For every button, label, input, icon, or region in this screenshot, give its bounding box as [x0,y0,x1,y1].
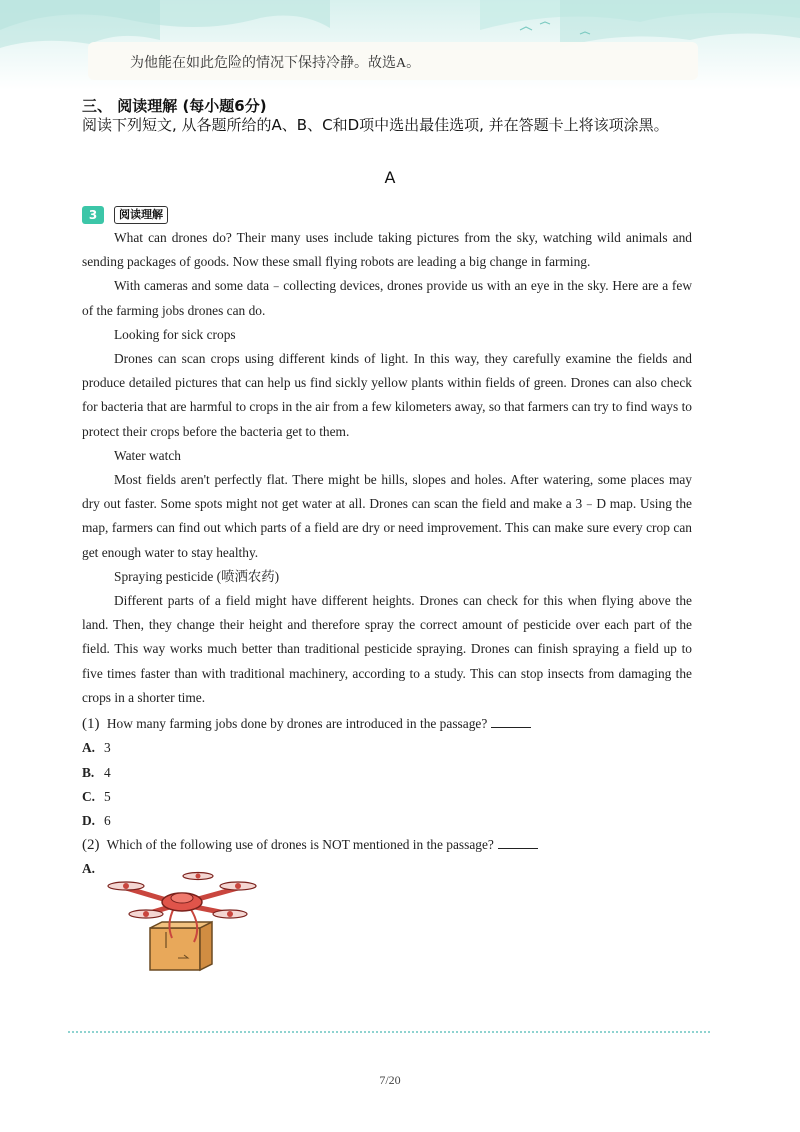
question-number-badge: 3 [82,206,104,224]
page-number: 7/20 [379,1073,401,1087]
option-letter: A. [82,740,96,755]
header-banner [0,0,800,90]
option-text: 6 [104,813,111,828]
passage-subheading: Spraying pesticide (喷洒农药) [114,568,280,584]
option-letter: C. [82,789,96,804]
option-letter: B. [82,765,95,780]
question-2-text: Which of the following use of drones is NOT mentioned in the passage? [106,837,494,852]
question-1-text: How many farming jobs done by drones are introduced in the passage? [106,716,488,731]
passage-paragraph: Drones can scan crops using different kinds of light. In this way, they carefully examine the fields and produce detailed pictures that can help us find sickly yellow plants within fields of green. Drones can also check for bacteria that are harmful to crops in the air from a few kilometers away, so that farmers can try to find ways to protect their crops before the bacteria get to them. [82,351,692,439]
section-instructions: 阅读下列短文, 从各题所给的A、B、C和D项中选出最佳选项, 并在答题卡上将该项涂黑。 [82,116,669,134]
option-text: 4 [104,765,111,780]
passage-paragraph: What can drones do? Their many uses include taking pictures from the sky, watching wild animals and sending packages of goods. Now these small flying robots are leading a big change in farming. [82,230,692,270]
q1-option-d[interactable] [82,813,111,829]
reading-passage [82,226,692,710]
section-title: 三、 阅读理解 (每小题6分) [82,97,267,115]
q1-option-b[interactable] [82,765,111,781]
option-text: 5 [104,789,111,804]
option-letter: A. [82,861,96,876]
part-letter: A [384,168,396,187]
question-type-tag: 阅读理解 [114,206,168,224]
question-2-number: (2) [82,837,100,853]
passage-paragraph: With cameras and some data﹣collecting devices, drones provide us with an eye in the sky. Here are a few of the farming jobs drones can do. [82,278,692,318]
question-1-number: (1) [82,716,100,732]
answer-blank [491,717,531,728]
carry-over-text: 为他能在如此危险的情况下保持冷静。故选A。 [130,56,421,71]
answer-blank [498,838,538,849]
passage-subheading: Water watch [114,447,181,463]
passage-subheading: Looking for sick crops [114,326,236,342]
q1-option-c[interactable] [82,789,111,805]
option-letter: D. [82,813,96,828]
passage-paragraph: Different parts of a field might have different heights. Drones can check for this when flying above the land. Then, they change their height and therefore spray the correct amount of pesticide over each part of the field. This way works much better than traditional pesticide spraying. Drones can finish spraying a field up to five times faster than with traditional machinery, according to a study. This can stop insects from damaging the crops in a shorter time. [82,593,692,705]
option-text: 3 [104,740,111,755]
passage-paragraph: Most fields aren't perfectly flat. There might be hills, slopes and holes. After watering, some places may dry out faster. Some spots might not get water at all. Drones can scan the field and make a 3﹣D map. Using the map, farmers can find out which parts of a field are dry or need improvement. This can make sure every crop can get enough water to stay healthy. [82,472,692,560]
question-1 [82,716,531,733]
drone-package-image [106,868,266,983]
question-2 [82,837,538,854]
q2-option-a[interactable] [82,861,104,877]
footer-divider [68,1031,710,1033]
q1-option-a[interactable] [82,740,111,756]
